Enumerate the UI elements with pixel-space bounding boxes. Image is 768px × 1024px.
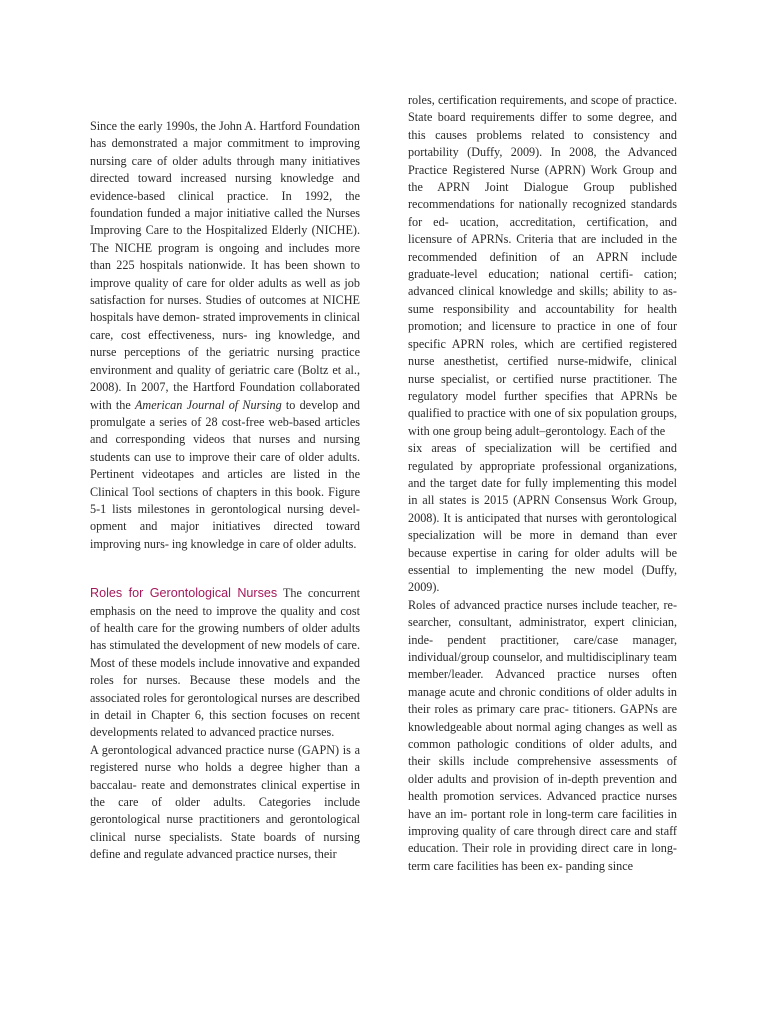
intro-text-part2: to develop and promulgate a series of 28 cost-free web-based articles and corresponding videos that nurses and nursing students can use to improve their care of older adults. Pertinent videotapes and articles are listed in the Clinical Tool sections of chapters in this book. Figure 5-1 lists milestones in gerontological nursing devel- opment and major initiatives directed toward improving nurs- ing knowledge in care of older adults.: [90, 397, 360, 551]
journal-title: American Journal of Nursing: [134, 397, 282, 412]
paragraph-gap: [90, 553, 360, 585]
right-column: [408, 92, 677, 875]
intro-text-part1: Since the early 1990s, the John A. Hartford Foundation has demonstrated a major commitment to improving nursing care of older adults through many initiatives directed toward increased nursing knowledge and evidence-based clinical practice. In 1992, the foundation funded a major initiative called the Nurses Improving Care to the Hospitalized Elderly (NICHE). The NICHE program is ongoing and includes more than 225 hospitals nationwide. It has been shown to improve quality of care for older adults as well as job satisfaction for nurses. Studies of outcomes at NICHE hospitals have demon- strated improvements in clinical care, cost effectiveness, nurs- ing knowledge, and nurse perceptions of the geriatric nursing practice environment and quality of geriatric care (Boltz et al., 2008). In 2007, the Hartford Foundation collaborated with the: [90, 119, 360, 412]
section-heading: Roles for Gerontological Nurses: [90, 586, 278, 601]
intro-paragraph: [90, 118, 360, 553]
left-column: [90, 118, 360, 864]
roles-paragraph: [90, 585, 360, 742]
aprn-paragraph: roles, certification requirements, and scope of practice. State board requirements differ to some degree, and this causes problems related to consistency and portability (Duffy, 2009). In 2008, the Advanced Practice Registered Nurse (APRN) Work Group and the APRN Joint Dialogue Group published recommendations for nationally recognized standards for ed- ucation, accreditation, certification, and licensure of APRNs. Criteria that are included in the recommended definition of an APRN include graduate-level education; national certifi- cation; advanced clinical knowledge and skills; ability to as- sume responsibility and accountability for health promotion; and licensure to practice in one of four specific APRN roles, which are certified registered nurse anesthetist, certified nurse-midwife, clinical nurse specialist, or certified nurse practitioner. The regulatory model further specifies that APRNs be qualified to practice with one of six population groups, with one group being adult–gerontology. Each of the: [408, 93, 677, 438]
specialization-paragraph: six areas of specialization will be certified and regulated by appropriate professional organizations, and the target date for fully implementing this model in all states is 2015 (APRN Consensus Work Group, 2008). It is anticipated that nurses with gerontological specialization will be more in demand than ever because expertise in caring for older adults will be essential to implementing the new model (Duffy, 2009).: [408, 441, 677, 595]
gapn-paragraph: A gerontological advanced practice nurse (GAPN) is a registered nurse who holds a degree higher than a baccalau- reate and demonstrates clinical expertise in the care of older adults. Categories include gerontological nurse practitioners and gerontological clinical nurse specialists. State boards of nursing define and regulate advanced practice nurses, their: [90, 742, 360, 862]
advanced-roles-paragraph: Roles of advanced practice nurses include teacher, re- searcher, consultant, administrator, expert clinician, inde- pendent practitioner, care/case manager, individual/group counselor, and multidisciplinary team member/leader. Advanced practice nurses often manage acute and chronic conditions of older adults in their roles as primary care prac- titioners. GAPNs are knowledgeable about normal aging changes as well as common pathologic conditions of older adults, and their skills include comprehensive assessments of older adults and provision of in-depth prevention and health promotion services. Advanced practice nurses have an im- portant role in long-term care facilities in improving quality of care through direct care and staff education. Their role in providing direct care in long-term care facilities has been ex- panding since: [408, 597, 677, 873]
roles-text: The concurrent emphasis on the need to improve the quality and cost of health care for the growing numbers of older adults has stimulated the development of new models of care. Most of these models include innovative and expanded roles for nurses. Because these models and the associated roles for gerontological nurses are described in detail in Chapter 6, this section focuses on recent developments related to advanced practice nurses.: [90, 586, 360, 740]
